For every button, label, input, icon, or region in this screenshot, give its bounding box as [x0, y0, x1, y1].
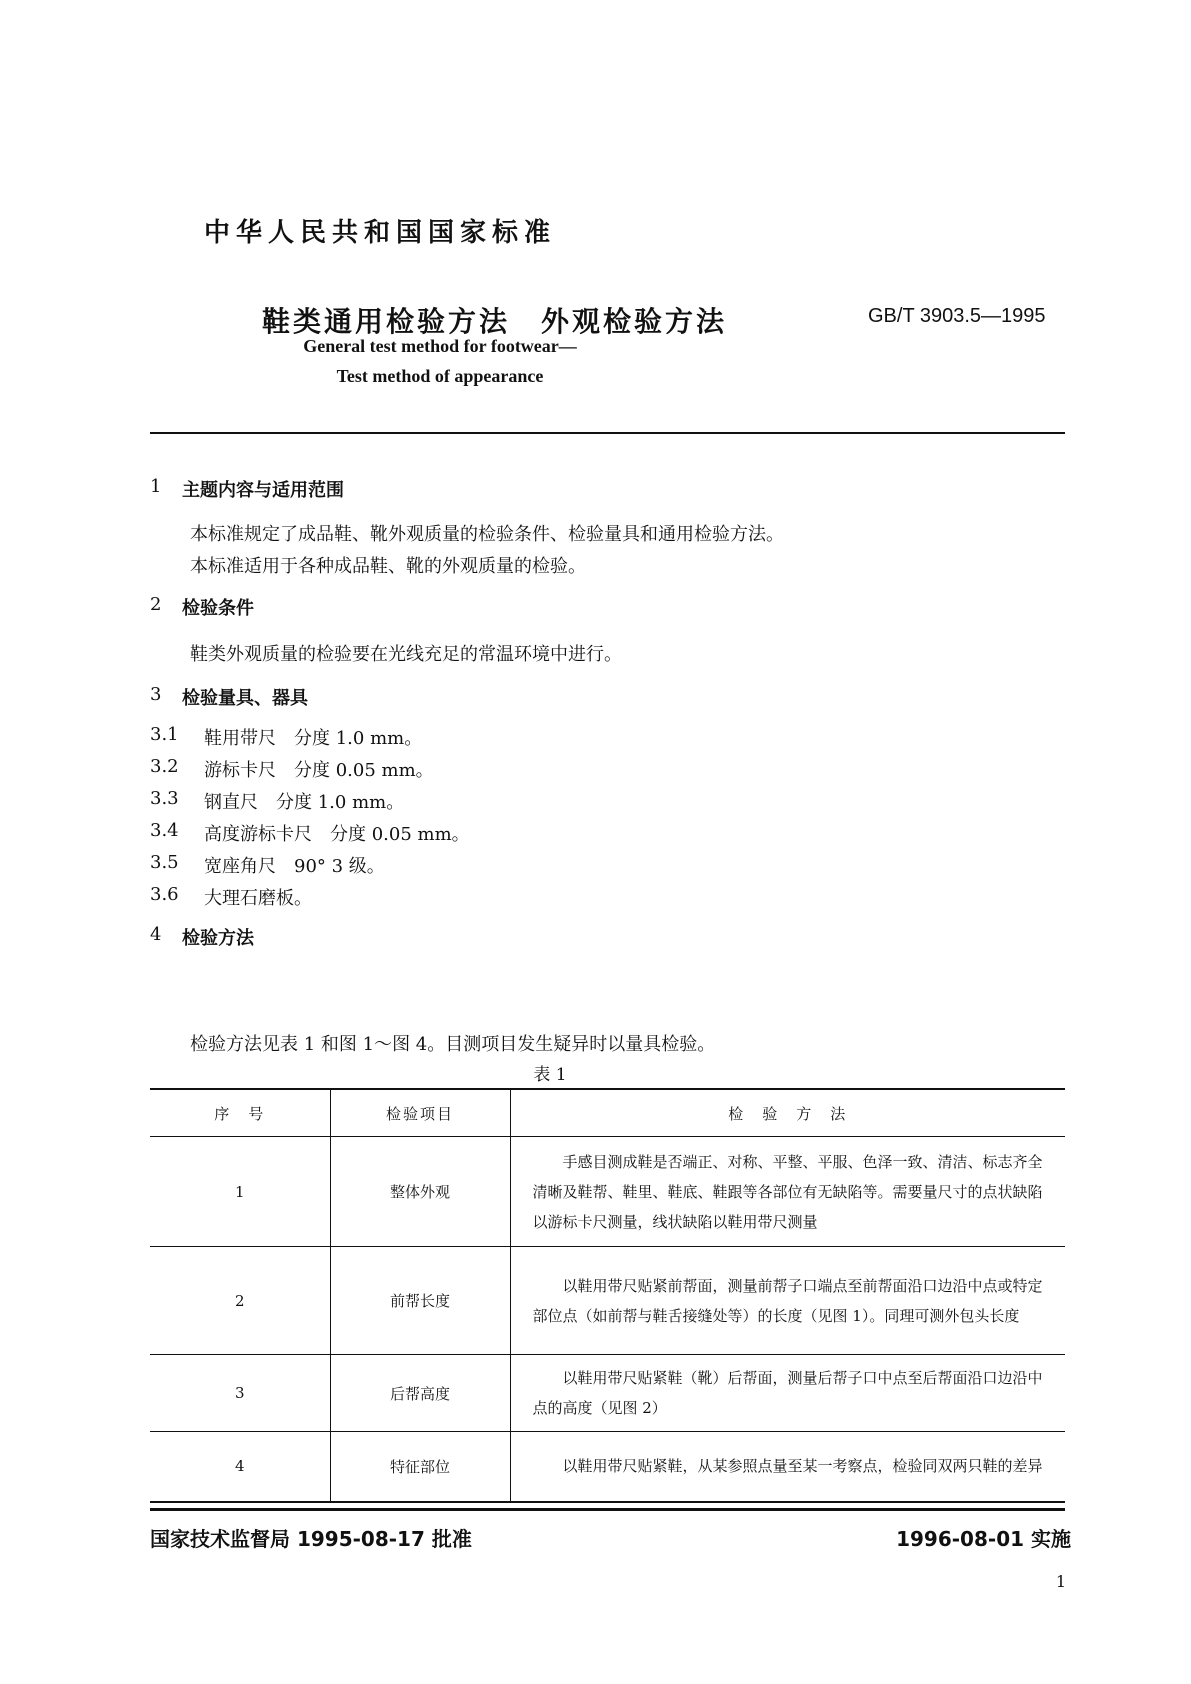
standard-number: GB/T 3903.5—1995 [868, 305, 1046, 327]
cell-no: 3 [150, 1355, 330, 1432]
cell-method: 以鞋用带尺贴紧鞋（靴）后帮面，测量后帮子口中点至后帮面沿口边沿中点的高度（见图 2） [510, 1355, 1065, 1432]
cell-no: 4 [150, 1432, 330, 1502]
approval-date: 国家技术监督局 1995-08-17 批准 [150, 1527, 472, 1551]
section-3-number: 3 [150, 684, 162, 705]
table-row [150, 1432, 1065, 1502]
cell-item: 整体外观 [330, 1137, 510, 1247]
table-row [150, 1355, 1065, 1432]
section-2-paragraph: 鞋类外观质量的检验要在光线充足的常温环境中进行。 [190, 644, 622, 665]
national-standard-heading: 中华人民共和国国家标准 [203, 218, 556, 248]
document-title-en-line2: Test method of appearance [336, 366, 544, 386]
column-header-item: 检验项目 [330, 1089, 510, 1137]
item-text: 宽座角尺 90° 3 级。 [204, 856, 385, 877]
cell-method: 以鞋用带尺贴紧前帮面，测量前帮子口端点至前帮面沿口边沿中点或特定部位点（如前帮与鞋舌接缝处等）的长度（见图 1）。同理可测外包头长度 [510, 1247, 1065, 1355]
cell-method: 以鞋用带尺贴紧鞋，从某参照点量至某一考察点，检验同双两只鞋的差异 [510, 1432, 1065, 1502]
section-2-title: 检验条件 [182, 598, 254, 619]
section-2-number: 2 [150, 594, 162, 615]
implementation-date: 1996-08-01 实施 [896, 1527, 1071, 1551]
column-header-method: 检 验 方 法 [510, 1089, 1065, 1137]
item-text: 钢直尺 分度 1.0 mm。 [204, 792, 405, 813]
section-4-paragraph: 检验方法见表 1 和图 1～图 4。目测项目发生疑异时以量具检验。 [190, 1034, 716, 1055]
item-text: 大理石磨板。 [204, 888, 312, 909]
cell-no: 1 [150, 1137, 330, 1247]
cell-item: 后帮高度 [330, 1355, 510, 1432]
cell-no: 2 [150, 1247, 330, 1355]
header-divider [150, 432, 1065, 434]
section-1-number: 1 [150, 476, 162, 497]
item-number: 3.5 [150, 852, 179, 873]
table-caption: 表 1 [533, 1065, 567, 1085]
section-1-title: 主题内容与适用范围 [182, 480, 344, 501]
document-title-en-line1: General test method for footwear— [303, 336, 577, 356]
document-title-zh: 鞋类通用检验方法 外观检验方法 [262, 305, 728, 338]
item-text: 鞋用带尺 分度 1.0 mm。 [204, 728, 423, 749]
section-4-title: 检验方法 [182, 928, 254, 949]
item-number: 3.6 [150, 884, 179, 905]
cell-method: 手感目测成鞋是否端正、对称、平整、平服、色泽一致、清洁、标志齐全清晰及鞋帮、鞋里、鞋底、鞋跟等各部位有无缺陷等。需要量尺寸的点状缺陷以游标卡尺测量，线状缺陷以鞋用带尺测量 [510, 1137, 1065, 1247]
item-text: 高度游标卡尺 分度 0.05 mm。 [204, 824, 470, 845]
section-3-title: 检验量具、器具 [182, 688, 308, 709]
inspection-method-table [150, 1088, 1065, 1503]
table-header-row [150, 1089, 1065, 1137]
table-row [150, 1137, 1065, 1247]
item-number: 3.1 [150, 724, 179, 745]
cell-item: 特征部位 [330, 1432, 510, 1502]
page-number: 1 [1055, 1572, 1066, 1591]
cell-item: 前帮长度 [330, 1247, 510, 1355]
item-text: 游标卡尺 分度 0.05 mm。 [204, 760, 434, 781]
item-number: 3.2 [150, 756, 179, 777]
table-row [150, 1247, 1065, 1355]
item-number: 3.3 [150, 788, 179, 809]
section-1-paragraph: 本标准适用于各种成品鞋、靴的外观质量的检验。 [190, 556, 586, 577]
item-number: 3.4 [150, 820, 179, 841]
footer-divider [150, 1508, 1065, 1511]
column-header-no: 序 号 [150, 1089, 330, 1137]
section-1-paragraph: 本标准规定了成品鞋、靴外观质量的检验条件、检验量具和通用检验方法。 [190, 524, 784, 545]
section-4-number: 4 [150, 924, 162, 945]
